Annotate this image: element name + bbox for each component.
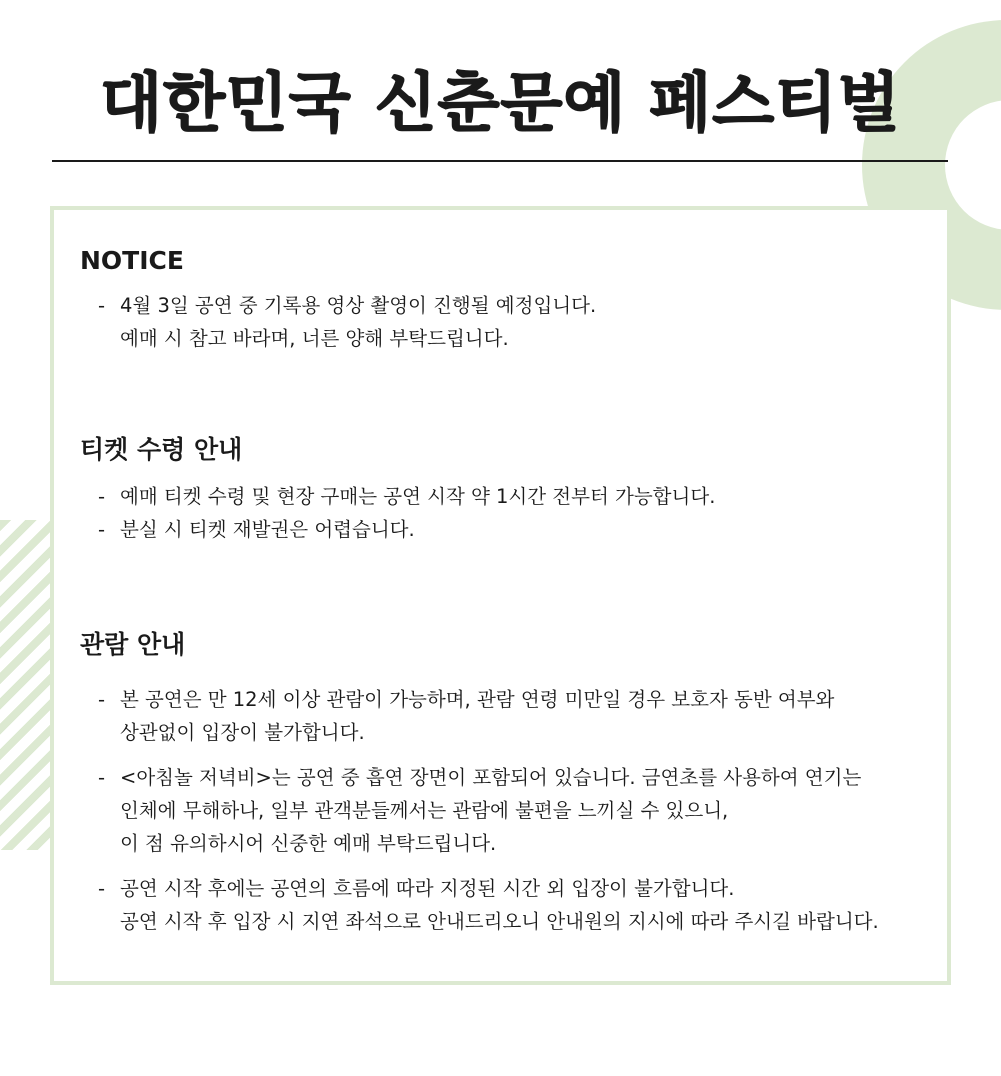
section-heading: NOTICE — [80, 246, 184, 275]
bullet-dash: - — [98, 518, 106, 541]
item-text: 이 점 유의하시어 신중한 예매 부탁드립니다. — [120, 832, 497, 855]
item-text: 공연 시작 후에는 공연의 흐름에 따라 지정된 시간 외 입장이 불가합니다. — [120, 877, 735, 900]
item-text: 상관없이 입장이 불가합니다. — [120, 721, 365, 744]
page-title: 대한민국 신춘문예 페스티벌 — [100, 67, 901, 141]
list-item — [80, 683, 930, 749]
section-ticket-pickup — [80, 430, 930, 554]
section-heading: 관람 안내 — [80, 630, 186, 659]
list-item — [80, 480, 930, 513]
notice-card — [50, 206, 951, 985]
section-heading: 티켓 수령 안내 — [80, 435, 243, 464]
item-text: <아침놀 저녁비>는 공연 중 흡연 장면이 포함되어 있습니다. 금연초를 사용하여 연기는 — [120, 766, 862, 789]
bullet-dash: - — [98, 294, 106, 317]
item-text: 예매 티켓 수령 및 현장 구매는 공연 시작 약 1시간 전부터 가능합니다. — [120, 485, 716, 508]
list-item — [80, 513, 930, 546]
bullet-dash: - — [98, 688, 106, 711]
decorative-stripes — [0, 520, 52, 850]
section-viewing-guide — [80, 625, 930, 946]
item-text: 본 공연은 만 12세 이상 관람이 가능하며, 관람 연령 미만일 경우 보호자 동반 여부와 — [120, 688, 835, 711]
item-text: 공연 시작 후 입장 시 지연 좌석으로 안내드리오니 안내원의 지시에 따라 주시길 바랍니다. — [120, 910, 879, 933]
section-notice — [80, 246, 930, 363]
item-text: 인체에 무해하나, 일부 관객분들께서는 관람에 불편을 느끼실 수 있으니, — [120, 799, 729, 822]
list-item — [80, 872, 930, 938]
title-divider — [52, 160, 948, 162]
bullet-dash: - — [98, 485, 106, 508]
item-text: 예매 시 참고 바라며, 너른 양해 부탁드립니다. — [120, 327, 509, 350]
bullet-dash: - — [98, 877, 106, 900]
list-item — [80, 761, 930, 860]
list-item — [80, 289, 930, 355]
item-text: 4월 3일 공연 중 기록용 영상 촬영이 진행될 예정입니다. — [120, 294, 597, 317]
bullet-dash: - — [98, 766, 106, 789]
item-text: 분실 시 티켓 재발권은 어렵습니다. — [120, 518, 415, 541]
